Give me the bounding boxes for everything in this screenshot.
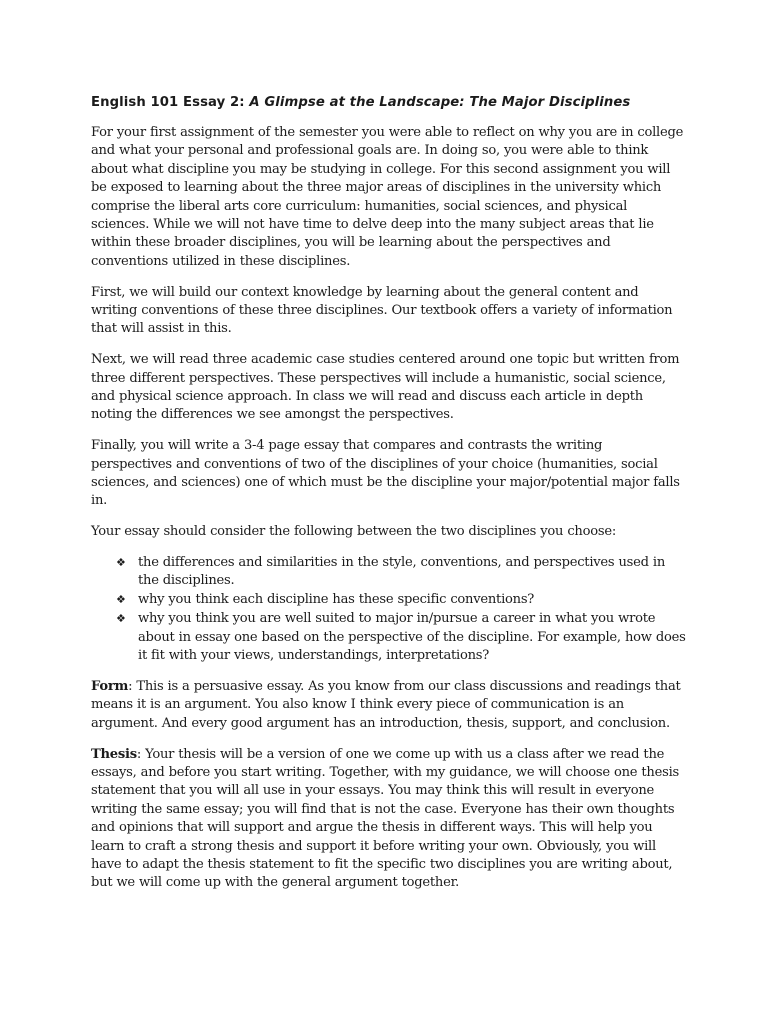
list-item-text: why you think you are well suited to major in/pursue a career in what you wrote about in essay one based on the perspective of the discipline. For example, how does it fit with your views, understandings, interpretations? <box>138 611 686 664</box>
list-item <box>116 554 686 591</box>
document-page <box>91 94 686 905</box>
list-item <box>116 610 686 665</box>
list-item-text: the differences and similarities in the style, conventions, and perspectives used in the disciplines. <box>138 555 666 589</box>
final-step-paragraph: Finally, you will write a 3-4 page essay that compares and contrasts the writing perspectives and conventions of two of the disciplines of your choice (humanities, social sciences, and sciences) one of which must be the discipline your major/potential major falls in. <box>91 438 680 509</box>
title-plain: English 101 Essay 2: <box>91 95 250 110</box>
thesis-text: : Your thesis will be a version of one we come up with us a class after we read the essays, and before you start writing. Together, with my guidance, we will choose one thesis statement that you will all use in your essays. You may think this will result in everyone writing the same essay; you will find that is not the case. Everyone has their own thoughts and opinions that will support and argue the thesis in different ways. This will help you learn to craft a strong thesis and support it before writing your own. Obviously, you will have to adapt the thesis statement to fit the specific two disciplines you are writing about, but we will come up with the general argument together. <box>91 746 679 891</box>
thesis-paragraph <box>91 746 686 893</box>
consider-list <box>91 554 686 665</box>
intro-paragraph: For your first assignment of the semester you were able to reflect on why you are in college and what your personal and professional goals are. In doing so, you were able to think about what discipline you may be studying in college. For this second assignment you will be exposed to learning about the three major areas of disciplines in the university which comprise the liberal arts core curriculum: humanities, social sciences, and physical sciences. While we will not have time to delve deep into the many subject areas that lie within these broader disciplines, you will be learning about the perspectives and conventions utilized in these disciplines. <box>91 125 684 269</box>
diamond-bullet-icon: ❖ <box>116 593 126 607</box>
next-step-paragraph: Next, we will read three academic case studies centered around one topic but written from three different perspectives. These perspectives will include a humanistic, social science, and physical science approach. In class we will read and discuss each article in depth noting the differences we see amongst the perspectives. <box>91 352 680 423</box>
list-item <box>116 591 686 609</box>
form-text: : This is a persuasive essay. As you know from our class discussions and readings that means it is an argument. You also know I think every piece of communication is an argument. And every good argument has an introduction, thesis, support, and conclusion. <box>91 678 681 731</box>
title-italic: A Glimpse at the Landscape: The Major Disciplines <box>249 95 631 110</box>
form-paragraph <box>91 678 686 733</box>
first-step-paragraph: First, we will build our context knowledge by learning about the general content and writing conventions of these three disciplines. Our textbook offers a variety of information that will assist in this. <box>91 284 673 337</box>
diamond-bullet-icon: ❖ <box>116 612 126 626</box>
list-item-text: why you think each discipline has these specific conventions? <box>138 592 535 608</box>
diamond-bullet-icon: ❖ <box>116 556 126 570</box>
thesis-label: Thesis <box>91 746 137 762</box>
form-label: Form <box>91 678 129 694</box>
consider-paragraph: Your essay should consider the following between the two disciplines you choose: <box>91 524 617 540</box>
document-title <box>91 94 686 112</box>
